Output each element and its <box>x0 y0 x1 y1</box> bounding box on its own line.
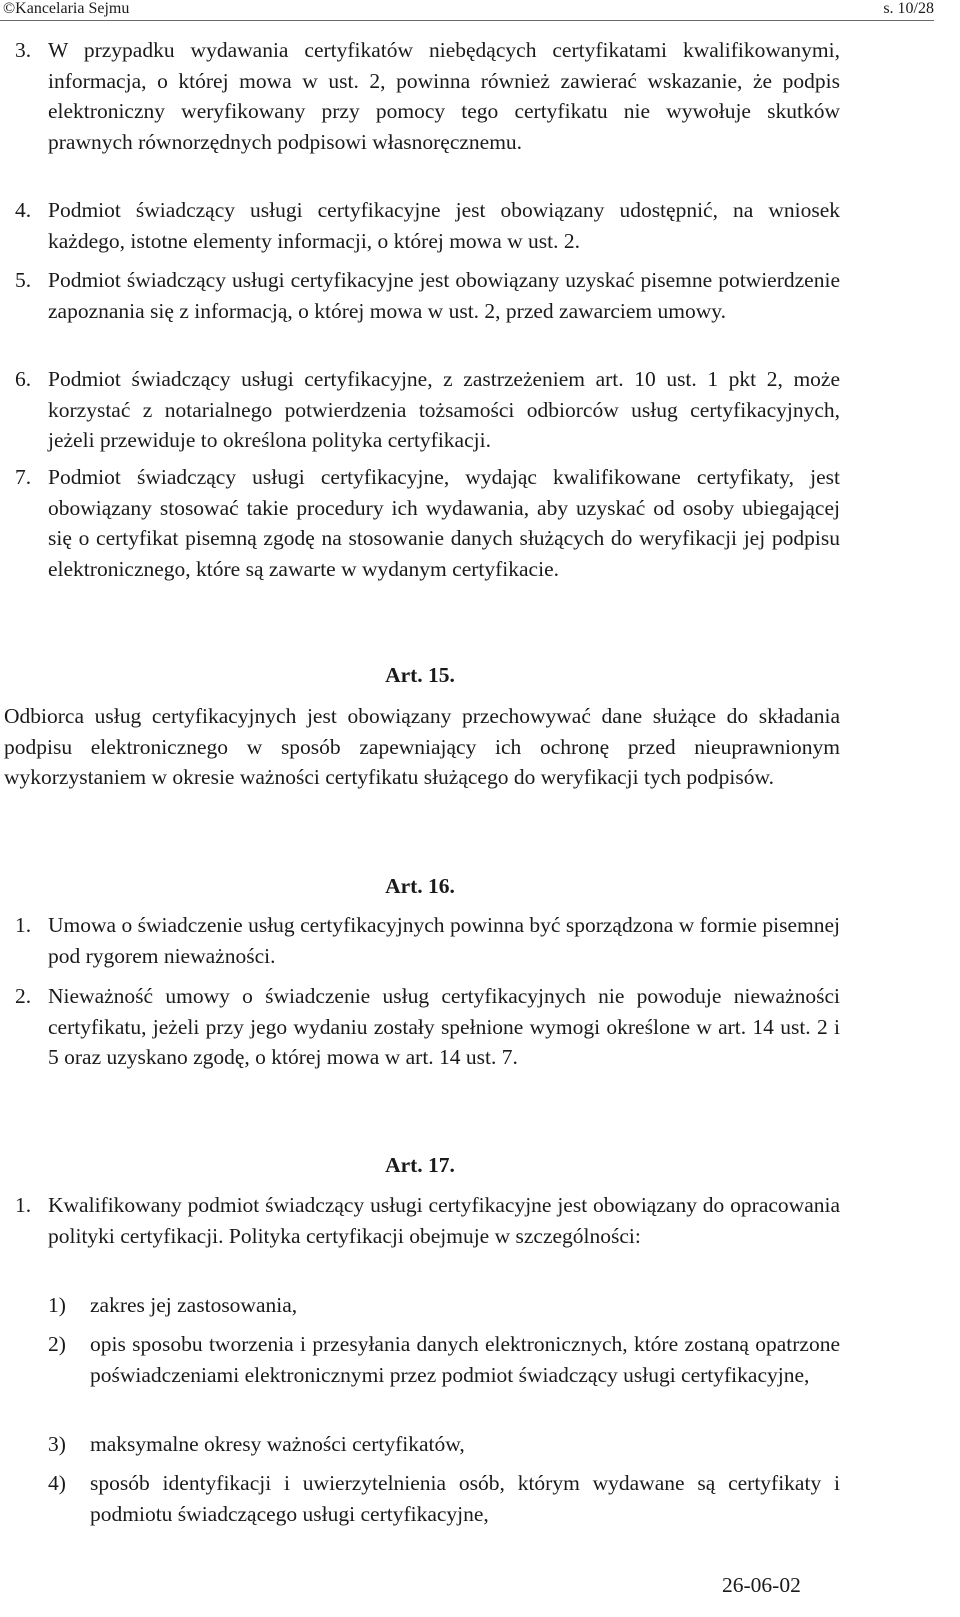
pkt-text: sposób identyfikacji i uwierzytelnienia osób, którym wydawane są certyfikaty i podmiotu świadczącego usługi certyfikacyjne, <box>90 1471 840 1526</box>
pkt-text: opis sposobu tworzenia i przesyłania danych elektronicznych, które zostaną opatrzone poświadczeniami elektronicznymi przez podmiot świadczący usługi certyfikacyjne, <box>90 1332 840 1387</box>
ust-text: W przypadku wydawania certyfikatów niebędących certyfikatami kwalifikowanymi, informacja, o której mowa w ust. 2, powinna również zawierać wskazanie, że podpis elektroniczny weryfikowany przy pomocy tego certyfikatu nie wywołuje skutków prawnych równorzędnych podpisowi własnoręcznemu. <box>48 38 840 154</box>
source-label: ©Kancelaria Sejmu <box>3 0 130 17</box>
art15-text: Odbiorca usług certyfikacyjnych jest obowiązany przechowywać dane służące do składania podpisu elektronicznego w sposób zapewniający ich ochronę przed nieuprawnionym wykorzystaniem w okresie ważności certyfikatu służącego do weryfikacji tych podpisów. <box>4 704 840 789</box>
pkt-number: 1) <box>48 1293 66 1317</box>
ust-text: Kwalifikowany podmiot świadczący usługi certyfikacyjne jest obowiązany do opracowania polityki certyfikacji. Polityka certyfikacji obejmuje w szczególności: <box>48 1193 840 1248</box>
art15-title: Art. 15. <box>385 663 455 687</box>
ust-text: Podmiot świadczący usługi certyfikacyjne jest obowiązany uzyskać pisemne potwierdzenie zapoznania się z informacją, o której mowa w ust. 2, przed zawarciem umowy. <box>48 268 840 323</box>
pkt-number: 3) <box>48 1432 66 1456</box>
art17-pkt-4 <box>0 1468 840 1529</box>
art17-pkt-1 <box>0 1290 840 1321</box>
art16-title: Art. 16. <box>385 874 455 898</box>
ust-number: 1. <box>15 913 32 937</box>
art14-ust-6 <box>0 364 840 456</box>
pkt-number: 2) <box>48 1332 66 1356</box>
pkt-text: maksymalne okresy ważności certyfikatów, <box>90 1432 465 1456</box>
art14-ust-4 <box>0 195 840 256</box>
ust-number: 3. <box>15 38 32 62</box>
page-number: s. 10/28 <box>883 0 934 17</box>
art16-ust-2 <box>0 981 840 1073</box>
pkt-text: zakres jej zastosowania, <box>90 1293 298 1317</box>
pkt-number: 4) <box>48 1471 66 1495</box>
ust-number: 2. <box>15 984 32 1008</box>
ust-number: 7. <box>15 465 32 489</box>
art14-ust-3 <box>0 35 840 157</box>
art17-pkt-2 <box>0 1329 840 1390</box>
art17-pkt-3 <box>0 1429 840 1460</box>
ust-number: 4. <box>15 198 32 222</box>
art14-ust-5 <box>0 265 840 326</box>
ust-text: Umowa o świadczenie usług certyfikacyjnych powinna być sporządzona w formie pisemnej pod rygorem nieważności. <box>48 913 840 968</box>
art16-ust-1 <box>0 910 840 971</box>
art14-ust-7 <box>0 462 840 584</box>
ust-text: Nieważność umowy o świadczenie usług certyfikacyjnych nie powoduje nieważności certyfikatu, jeżeli przy jego wydaniu zostały spełnione wymogi określone w art. 14 ust. 2 i 5 oraz uzyskano zgodę, o której mowa w art. 14 ust. 7. <box>48 984 840 1069</box>
art17-title: Art. 17. <box>385 1153 455 1177</box>
art17-ust-1 <box>0 1190 840 1251</box>
ust-number: 5. <box>15 268 32 292</box>
ust-number: 1. <box>15 1193 32 1217</box>
page-header <box>0 0 934 21</box>
ust-text: Podmiot świadczący usługi certyfikacyjne jest obowiązany udostępnić, na wniosek każdego, istotne elementy informacji, o której mowa w ust. 2. <box>48 198 840 253</box>
ust-text: Podmiot świadczący usługi certyfikacyjne, z zastrzeżeniem art. 10 ust. 1 pkt 2, może korzystać z notarialnego potwierdzenia tożsamości odbiorców usług certyfikacyjnych, jeżeli przewiduje to określona polityka certyfikacji. <box>48 367 840 452</box>
ust-text: Podmiot świadczący usługi certyfikacyjne, wydając kwalifikowane certyfikaty, jest obowiązany stosować takie procedury ich wydawania, aby uzyskać od osoby ubiegającej się o certyfikat pisemną zgodę na stosowanie danych służących do weryfikacji jej podpisu elektronicznego, które są zawarte w wydanym certyfikacie. <box>48 465 840 581</box>
ust-number: 6. <box>15 367 32 391</box>
footer-date: 26-06-02 <box>722 1573 801 1597</box>
